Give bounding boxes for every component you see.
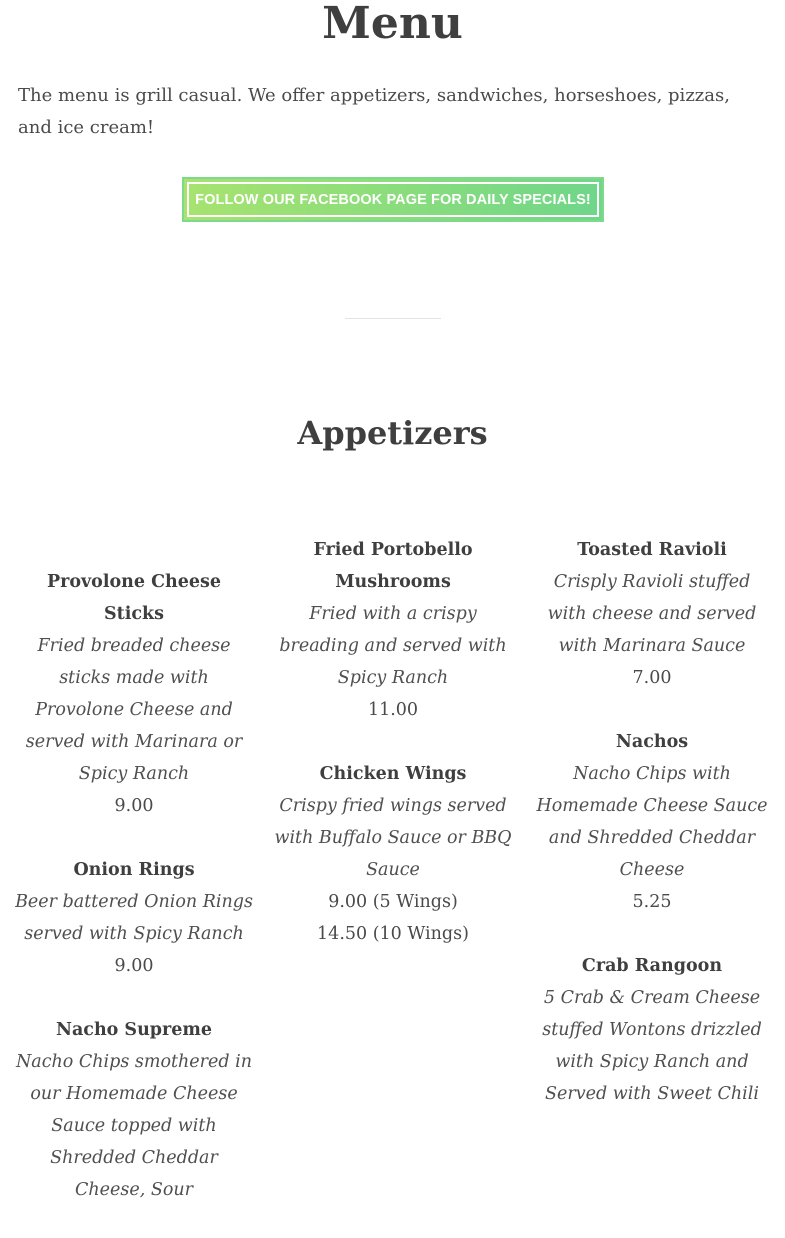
menu-item-name: Crab Rangoon <box>581 956 723 976</box>
menu-item-price: 9.00 (5 Wings) <box>328 892 458 912</box>
facebook-specials-button-label: FOLLOW OUR FACEBOOK PAGE FOR DAILY SPECIALS! <box>187 182 599 217</box>
menu-item <box>14 854 254 982</box>
menu-item-description: Crisply Ravioli stuffed with cheese and served with Marinara Sauce <box>547 572 757 656</box>
menu-item <box>14 566 254 822</box>
menu-item-description: Fried with a crispy breading and served with Spicy Ranch <box>279 604 507 688</box>
menu-item-name: Nachos <box>615 732 689 752</box>
menu-item-name: Provolone Cheese Sticks <box>46 572 222 624</box>
menu-intro: The menu is grill casual. We offer appetizers, sandwiches, horseshoes, pizzas, and ice cream! <box>18 85 730 138</box>
menu-item-price: 7.00 <box>632 668 672 688</box>
menu-item-name: Onion Rings <box>73 860 195 880</box>
appetizers-heading: Appetizers <box>297 414 488 452</box>
menu-item-price: 5.25 <box>632 892 672 912</box>
menu-item <box>273 534 513 726</box>
menu-item <box>273 758 513 950</box>
menu-column-3 <box>532 534 772 1142</box>
menu-column-1 <box>14 566 254 1238</box>
menu-item-name: Nacho Supreme <box>55 1020 213 1040</box>
menu-item-description: Nacho Chips smothered in our Homemade Cheese Sauce topped with Shredded Cheddar Cheese, Sour <box>15 1052 253 1200</box>
menu-item-description: Nacho Chips with Homemade Cheese Sauce and Shredded Cheddar Cheese <box>536 764 768 880</box>
menu-item-description: Fried breaded cheese sticks made with Provolone Cheese and served with Marinara or Spicy Ranch <box>25 636 243 784</box>
menu-item-price: 9.00 <box>114 796 154 816</box>
menu-item-name: Chicken Wings <box>319 764 467 784</box>
facebook-specials-button[interactable] <box>182 177 604 222</box>
menu-item-description: Crispy fried wings served with Buffalo Sauce or BBQ Sauce <box>274 796 512 880</box>
menu-item-price: 14.50 (10 Wings) <box>317 924 469 944</box>
menu-item <box>14 1014 254 1206</box>
menu-item-name: Toasted Ravioli <box>577 540 727 560</box>
menu-column-2 <box>273 534 513 982</box>
section-divider <box>345 318 441 319</box>
menu-item-name: Fried Portobello Mushrooms <box>313 540 473 592</box>
menu-item <box>532 950 772 1110</box>
menu-item-description: 5 Crab & Cream Cheese stuffed Wontons drizzled with Spicy Ranch and Served with Sweet Chili <box>542 988 762 1104</box>
page-title: Menu <box>322 0 463 49</box>
menu-item <box>532 534 772 694</box>
menu-item-description: Beer battered Onion Rings served with Spicy Ranch <box>15 892 253 944</box>
menu-item <box>532 726 772 918</box>
menu-item-price: 9.00 <box>114 956 154 976</box>
menu-item-price: 11.00 <box>367 700 419 720</box>
